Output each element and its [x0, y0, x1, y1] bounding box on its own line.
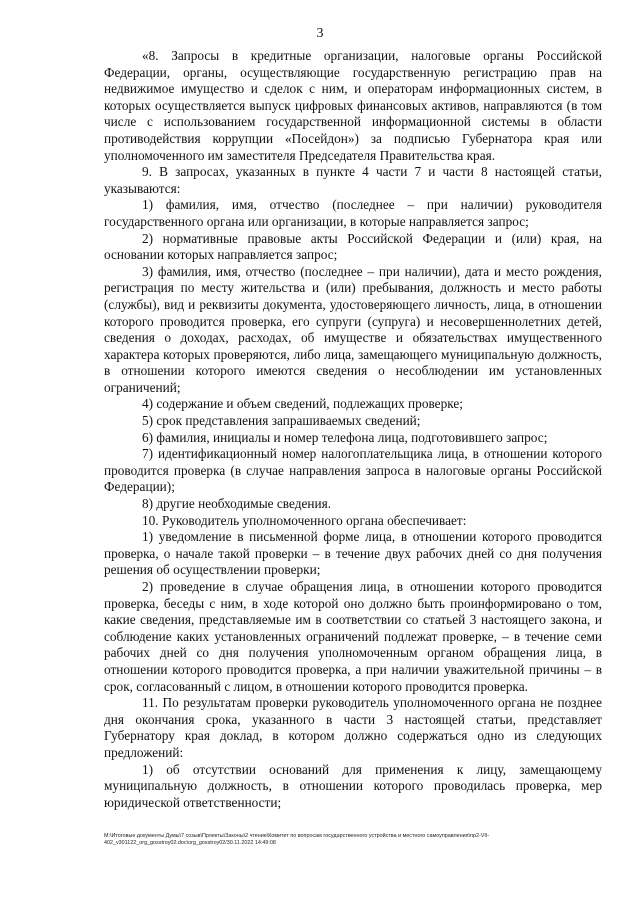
- list-item: 8) другие необходимые сведения.: [142, 496, 332, 512]
- list-item: 2) нормативные правовые акты Российской Федерации и (или) края, на основании которых направляется запрос;: [104, 230, 602, 263]
- list-item: 2) проведение в случае обращения лица, в отношении которого проводится проверка, беседы с ним, в ходе которой оно должно быть проинформировано о том, какие сведения, представляемые им в соответствии со статьей 3 настоящего закона, и соблюдение каких установленных ограничений подлежат проверке, – в течение семи рабочих дней со дня получения уполномоченным органом обращения лица, в отношении которого проводится проверка, а при наличии уважительной причины – в срок, согласованный с лицом, в отношении которого проводится проверка.: [104, 579, 602, 694]
- paragraph-part-9: 9. В запросах, указанных в пункте 4 части 7 и части 8 настоящей статьи, указываются:: [104, 164, 602, 196]
- paragraph-part-10: 10. Руководитель уполномоченного органа обеспечивает:: [142, 512, 467, 528]
- document-body: [104, 48, 602, 811]
- footer-line: 402_v301122_org_gosstroy02.doc\org_gosstroy02/30.11.2022 14:49:08: [104, 840, 276, 846]
- list-item: 6) фамилия, инициалы и номер телефона лица, подготовившего запрос;: [142, 429, 548, 445]
- page-number: 3: [316, 26, 324, 41]
- footer-line: M:\Итоговые документы Думы\7 созыв\Проекты\Законы\2 чтение\Комитет по вопросам государственного устройства и местного самоуправления\пр2-VII-: [104, 833, 490, 839]
- list-item: 7) идентификационный номер налогоплательщика лица, в отношении которого проводится проверка (в случае направления запроса в налоговые органы Российской Федерации);: [104, 446, 602, 495]
- paragraph-part-11: 11. По результатам проверки руководитель уполномоченного органа не позднее дня окончания срока, указанного в части 3 настоящей статьи, представляет Губернатору края доклад, в котором должно содержаться одно из следующих предложений:: [104, 695, 602, 760]
- list-item: 5) срок представления запрашиваемых сведений;: [142, 413, 421, 429]
- list-item: 1) фамилия, имя, отчество (последнее – при наличии) руководителя государственного органа или организации, в которые направляется запрос;: [104, 197, 602, 229]
- file-path-footer: [104, 833, 614, 847]
- list-item: 3) фамилия, имя, отчество (последнее – при наличии), дата и место рождения, регистрация по месту жительства и (или) пребывания, должность и место работы (службы), вид и реквизиты документа, удостоверяющего личность, лица, в отношении которого проводится проверка, его супруги (супруга) и несовершеннолетних детей, сведения о доходах, расходах, об имуществе и обязательствах имущественного характера которых проверяются, либо лица, замещающего муниципальную должность, в отношении которого имеются сведения о несоблюдении им установленных ограничений;: [104, 263, 602, 395]
- paragraph-part-8: «8. Запросы в кредитные организации, налоговые органы Российской Федерации, органы, осуществляющие государственную регистрацию прав на недвижимое имущество и сделок с ним, и операторам информационных систем, в которых осуществляется выпуск цифровых финансовых активов, направляются (в том числе с использованием государственной информационной системы в области противодействия коррупции «Посейдон») за подписью Губернатора края или уполномоченного им заместителя Председателя Правительства края.: [104, 48, 602, 163]
- list-item: 4) содержание и объем сведений, подлежащих проверке;: [142, 396, 463, 412]
- list-item: 1) уведомление в письменной форме лица, в отношении которого проводится проверка, о начале такой проверки – в течение двух рабочих дней со дня получения решения об осуществлении проверки;: [104, 529, 602, 578]
- list-item: 1) об отсутствии оснований для применения к лицу, замещающему муниципальную должность, в отношении которого проводилась проверка, мер юридической ответственности;: [104, 761, 602, 810]
